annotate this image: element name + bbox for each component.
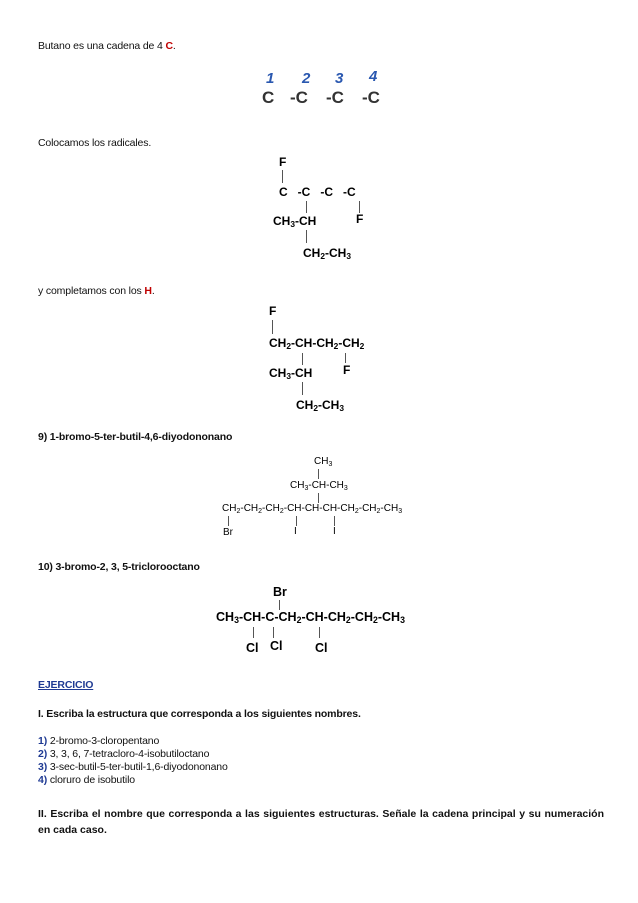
tertbutyl-row: $CH_3-CH-CH_3$: [290, 480, 348, 492]
chain-atom-1: C: [262, 88, 275, 107]
butano-sentence: [38, 40, 176, 52]
item-text: 3, 3, 6, 7-tetracloro-4-isobutiloctano: [47, 748, 210, 760]
bond-line: [319, 627, 320, 638]
chain-number-1: 1: [266, 70, 275, 87]
completamos-end: .: [151, 285, 155, 297]
completed-diagram: [266, 304, 386, 414]
butano-c: C: [165, 40, 173, 52]
main-chain-row: $CH_2-CH-CH_2-CH_2$: [269, 336, 365, 352]
iodine-label-2: I: [333, 526, 336, 537]
f-right-label: F: [356, 212, 364, 226]
bond-line: [272, 320, 273, 334]
bond-line: [296, 516, 297, 526]
bromine-label: Br: [223, 527, 233, 538]
bromine-label: Br: [273, 585, 287, 599]
chain-number-3: 3: [335, 70, 344, 87]
main-chain-row: $CH_3-CH-C-CH_2-CH-CH_2-CH_2-CH_3$: [216, 610, 405, 626]
item-number: 2): [38, 748, 48, 760]
item-text: cloruro de isobutilo: [47, 774, 135, 786]
bond-line: [228, 516, 229, 526]
item-number: 1): [38, 735, 48, 747]
chain-row: C -C -C -C: [279, 185, 356, 199]
f-top-label: F: [279, 155, 287, 169]
chain-number-4: 4: [369, 68, 378, 85]
chlorine-label-3: Cl: [315, 641, 328, 655]
bond-line: [306, 201, 307, 213]
branch-row: $CH_3-CH$: [273, 214, 317, 230]
chlorine-label-1: Cl: [246, 641, 259, 655]
bond-line: [318, 493, 319, 503]
main-chain-row: $CH_2-CH_2-CH_2-CH-CH-CH-CH_2-CH_2-CH_3$: [222, 503, 403, 515]
chain-atom-4: -C: [362, 88, 380, 107]
list-item: [38, 735, 159, 747]
butano-text: Butano es una cadena de 4: [38, 40, 166, 52]
bond-line: [253, 627, 254, 638]
list-item: [38, 748, 209, 760]
part2-instruction: II. Escriba el nombre que corresponda a las siguientes estructuras. Señale la cadena principal y su numeración en cada caso.: [38, 808, 604, 836]
bond-line: [273, 627, 274, 638]
example-9-title: 9) 1-bromo-5-ter-butil-4,6-diyodononano: [38, 431, 233, 443]
f-right-label: F: [343, 363, 351, 377]
radicales-sentence: Colocamos los radicales.: [38, 137, 152, 149]
branch-row: $CH_3-CH$: [269, 366, 313, 382]
chain-diagram: [258, 70, 388, 110]
bond-line: [302, 382, 303, 395]
completamos-text: y completamos con los: [38, 285, 145, 297]
item-text: 2-bromo-3-cloropentano: [47, 735, 160, 747]
chain-atom-2: -C: [290, 88, 308, 107]
item-number: 4): [38, 774, 48, 786]
ethyl-row: $CH_2-CH_3$: [303, 246, 352, 262]
bond-line: [302, 353, 303, 365]
ejercicio-heading: EJERCICIO: [38, 679, 94, 691]
bond-line: [345, 353, 346, 363]
f-top-label: F: [269, 304, 277, 318]
list-item: [38, 761, 228, 773]
butano-end: .: [172, 40, 176, 52]
item-text: 3-sec-butil-5-ter-butil-1,6-diyodononano: [47, 761, 228, 773]
bond-line: [282, 170, 283, 183]
bond-line: [334, 516, 335, 526]
part1-instruction: I. Escriba la estructura que corresponda a los siguientes nombres.: [38, 708, 361, 720]
chain-atom-3: -C: [326, 88, 344, 107]
chlorine-label-2: Cl: [270, 639, 283, 653]
ethyl-row: $CH_2-CH_3$: [296, 398, 345, 414]
bond-line: [318, 469, 319, 479]
completamos-sentence: [38, 285, 155, 297]
item-number: 3): [38, 761, 48, 773]
example-10-diagram: [216, 585, 436, 660]
methyl-top: $CH_3$: [314, 456, 333, 468]
chain-number-2: 2: [302, 70, 311, 87]
radicals-diagram: [270, 155, 380, 265]
bond-line: [306, 230, 307, 243]
completamos-h: H: [144, 285, 152, 297]
iodine-label-1: I: [294, 526, 297, 537]
example-9-diagram: [222, 456, 422, 546]
bond-line: [279, 600, 280, 610]
example-10-title: 10) 3-bromo-2, 3, 5-triclorooctano: [38, 561, 200, 573]
list-item: [38, 774, 135, 786]
